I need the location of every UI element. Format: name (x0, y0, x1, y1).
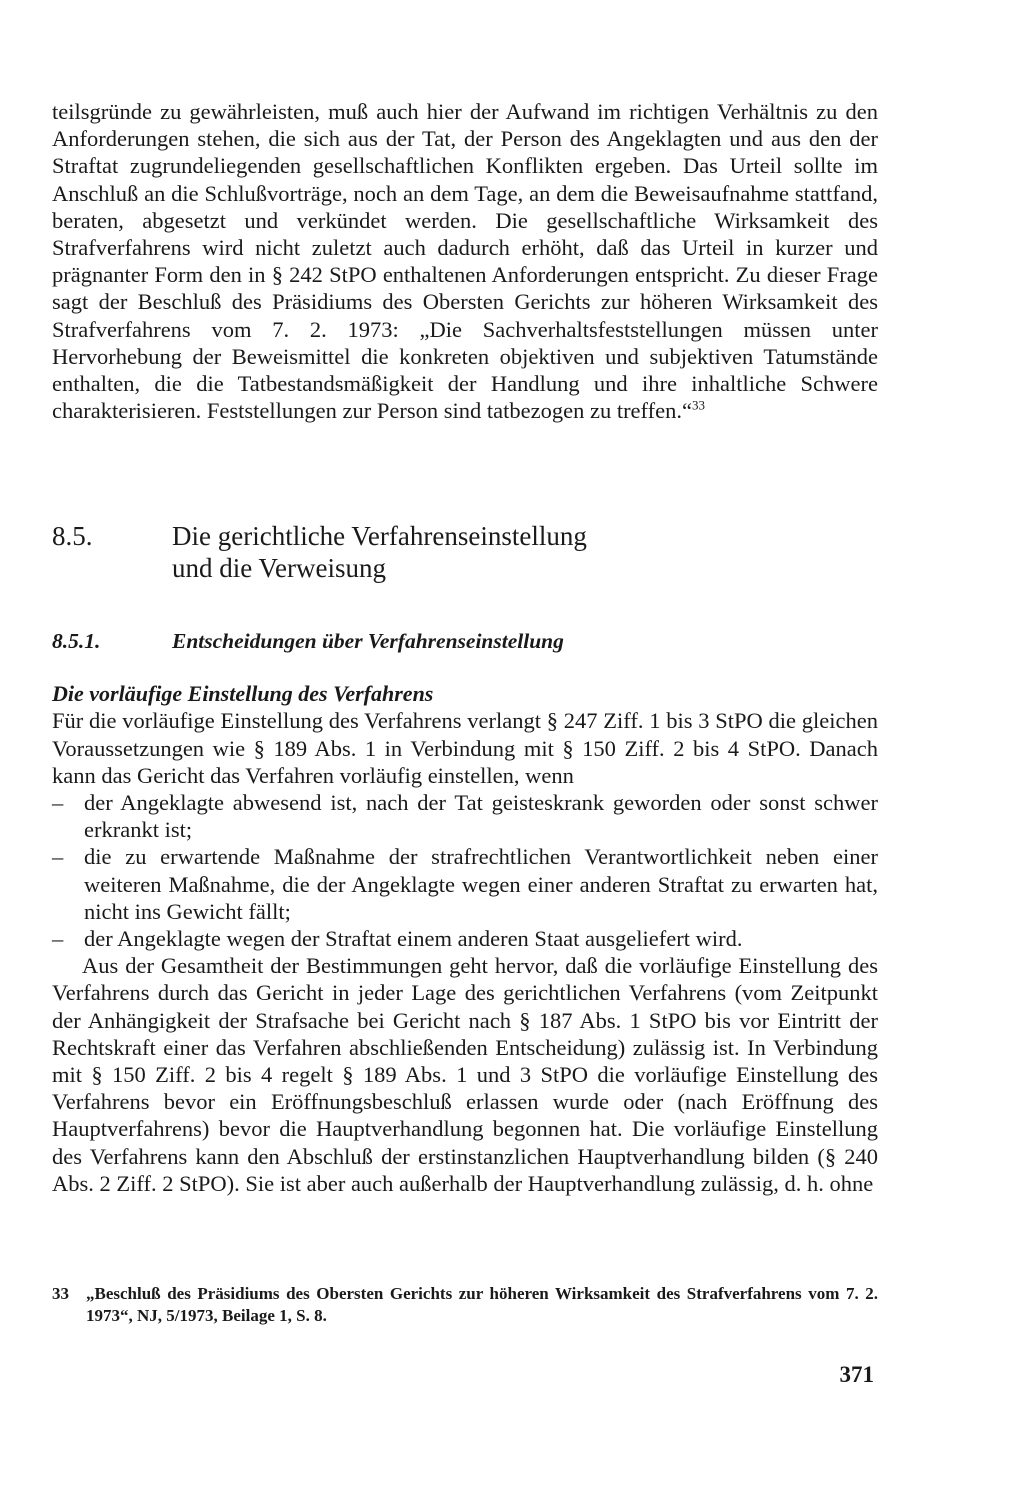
dash-bullet: – (52, 926, 64, 952)
section-title-line-2: und die Verweisung (172, 553, 386, 584)
list-item (52, 789, 878, 843)
footnote-text: „Beschluß des Präsidiums des Obersten Gerichts zur höheren Wirksamkeit des Strafverfahrens vom 7. 2. 1973“, NJ, 5/1973, Beilage 1, S. 8. (86, 1284, 878, 1325)
subsection-title: Entscheidungen über Verfahrenseinstellung (172, 629, 564, 654)
dash-bullet: – (52, 844, 64, 870)
list-item (52, 925, 878, 952)
list-item-text: die zu erwartende Maßnahme der strafrechtlichen Verantwortlichkeit neben einer weiteren Maßnahme, die der Angeklagte wegen einer anderen Straftat zu erwarten hat, nicht ins Gewicht fällt; (84, 844, 878, 924)
footnote-reference: 33 (691, 397, 705, 413)
paragraph-conclusion: Aus der Gesamtheit der Bestimmungen geht hervor, daß die vorläufige Einstellung des Verfahrens durch das Gericht in jeder Lage des gerichtlichen Verfahrens (vom Zeitpunkt der Anhängigkeit der Strafsache bei Gericht nach § 187 Abs. 1 StPO bis vor Eintritt der Rechtskraft einer das Verfahren abschließenden Entscheidung) zulässig ist. In Verbindung mit § 150 Ziff. 2 bis 4 regelt § 189 Abs. 1 und 3 StPO die vorläufige Einstellung des Verfahrens bevor ein Eröffnungsbeschluß erlassen wurde oder (nach Eröffnung des Hauptverfahrens) bevor die Hauptverhandlung begonnen hat. Die vorläufige Einstellung des Verfahrens kann den Abschluß der erstinstanzlichen Hauptverhandlung bilden (§ 240 Abs. 2 Ziff. 2 StPO). Sie ist aber auch außerhalb der Hauptverhandlung zulässig, d. h. ohne (52, 953, 878, 1196)
paragraph-conditions-intro: Für die vorläufige Einstellung des Verfahrens verlangt § 247 Ziff. 1 bis 3 StPO die gleichen Voraussetzungen wie § 189 Abs. 1 in Verbindung mit § 150 Ziff. 2 bis 4 StPO. Danach kann das Gericht das Verfahren vorläufig einstellen, wenn (52, 708, 878, 788)
conditions-list (52, 789, 878, 952)
footnote-number: 33 (52, 1284, 69, 1303)
dash-bullet: – (52, 790, 64, 816)
paragraph-continuation (52, 98, 878, 424)
paragraph-text: teilsgründe zu gewährleisten, muß auch hier der Aufwand im richtigen Verhältnis zu den Anforderungen stehen, die sich aus der Tat, der Person des Angeklagten und aus den der Straftat zugrundeliegenden gesellschaftlichen Konflikten ergeben. Das Urteil sollte im Anschluß an die Schlußvorträge, noch an dem Tage, an dem die Beweisaufnahme stattfand, beraten, abgesetzt und verkündet werden. Die gesellschaftliche Wirksamkeit des Strafverfahrens wird nicht zuletzt auch dadurch erhöht, daß das Urteil in kurzer und prägnanter Form den in § 242 StPO enthaltenen Anforderungen entspricht. Zu dieser Frage sagt der Beschluß des Präsidiums des Obersten Gerichts zur höheren Wirksamkeit des Strafverfahrens vom 7. 2. 1973: „Die Sachverhaltsfeststellungen müssen unter Hervorhebung der Beweismittel die konkreten objektiven und subjektiven Tatumstände enthalten, die die Tatbestandsmäßigkeit der Handlung und ihre inhaltliche Schwere charakterisieren. Feststellungen zur Person sind tatbezogen zu treffen.“ (52, 99, 878, 424)
page-body (52, 98, 878, 1197)
run-in-heading: Die vorläufige Einstellung des Verfahrens (52, 681, 434, 707)
list-item-text: der Angeklagte abwesend ist, nach der Tat geisteskrank geworden oder sonst schwer erkrankt ist; (84, 790, 878, 843)
section-title-line-1: Die gerichtliche Verfahrenseinstellung (172, 521, 587, 552)
subsection-heading (52, 628, 878, 654)
section-heading (52, 520, 878, 584)
page-number: 371 (839, 1362, 874, 1387)
list-item (52, 843, 878, 925)
section-number: 8.5. (52, 521, 93, 552)
section-title (172, 520, 878, 584)
footnote (52, 1283, 878, 1327)
list-item-text: der Angeklagte wegen der Straftat einem anderen Staat ausgeliefert wird. (84, 926, 743, 952)
subsection-number: 8.5.1. (52, 629, 101, 654)
